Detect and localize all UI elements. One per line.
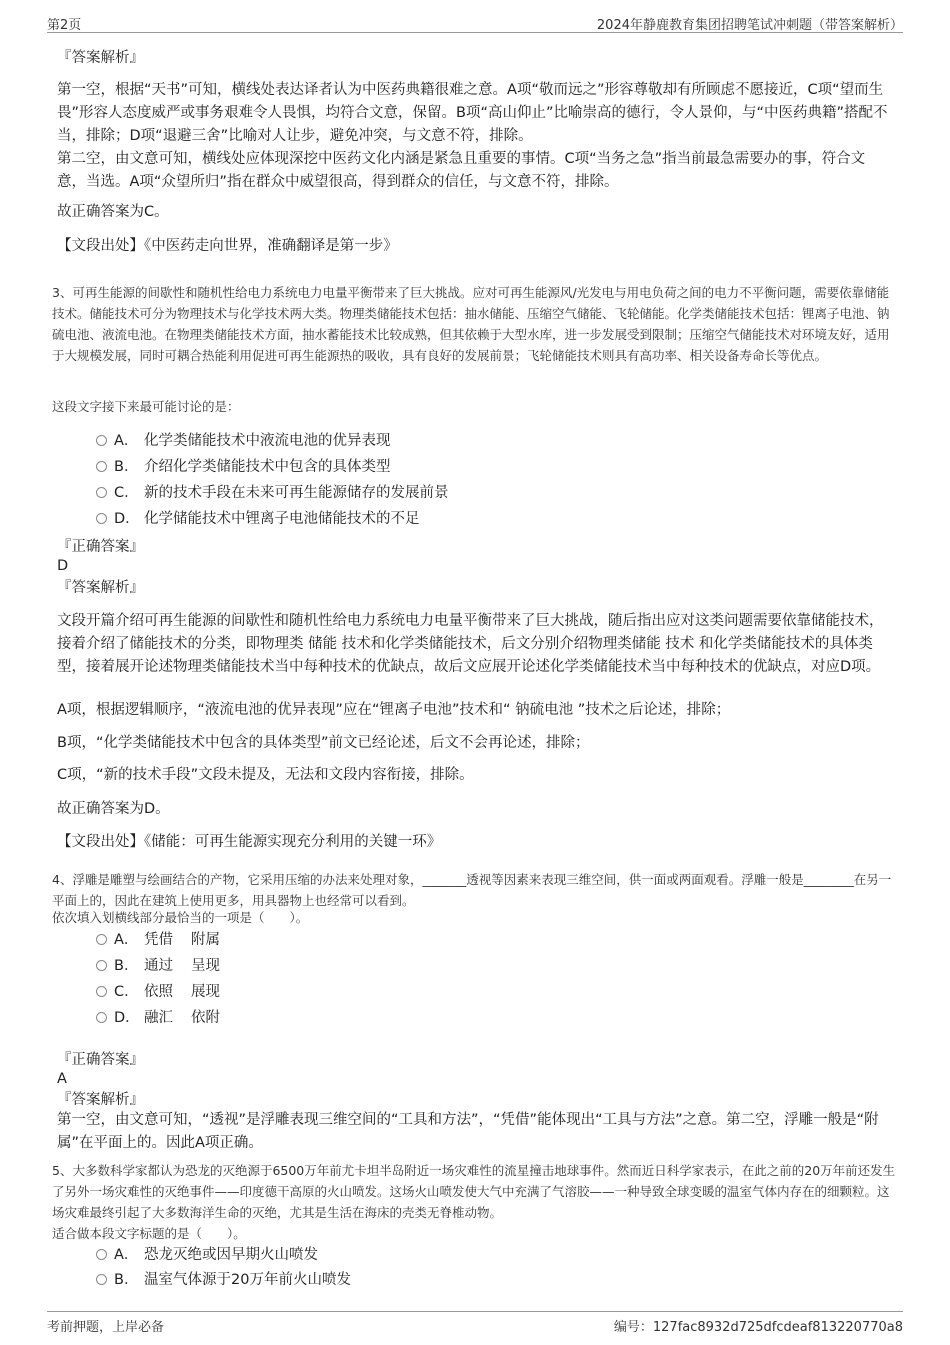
radio-icon[interactable]: [96, 1249, 107, 1260]
q4-answer: A: [57, 1071, 67, 1087]
q3-analysis-1: 文段开篇介绍可再生能源的间歇性和随机性给电力系统电力电量平衡带来了巨大挑战，随后指出应对这类问题需要依靠储能技术，接着介绍了储能技术的分类，即物理类 储能 技术和化学类储能技术，后文分别介绍物理类储能 技术 和化学类储能技术的具体类型，接着展开论述物理类储能技术当中每种技术的优缺点，故后文应展开论述化学类储能技术当中每种技术的优缺点，对应D项。: [57, 613, 884, 675]
q5-option-b[interactable]: B． 温室气体源于20万年前火山喷发: [96, 1269, 351, 1291]
radio-icon[interactable]: [96, 1012, 107, 1023]
radio-icon[interactable]: [96, 1274, 107, 1285]
radio-icon[interactable]: [96, 435, 107, 446]
q3-option-d[interactable]: D． 化学储能技术中锂离子电池储能技术的不足: [96, 508, 420, 530]
q3-question: 这段文字接下来最可能讨论的是：: [52, 399, 240, 414]
q3-stem: 3、可再生能源的间歇性和随机性给电力系统电力电量平衡带来了巨大挑战。应对可再生能源风/光发电与用电负荷之间的电力不平衡问题，需要依靠储能技术。储能技术可分为物理技术与化学技术两大类。物理类储能技术包括：抽水储能、压缩空气储能、飞轮储能。化学类储能技术包括：锂离子电池、钠硫电池、液流电池。在物理类储能技术方面，抽水蓄能技术比较成熟，但其依赖于大型水库，进一步发展受到限制；压缩空气储能技术对环境友好，适用于大规模发展，同时可耦合热能利用促进可再生能源热的吸收，具有良好的发展前景；飞轮储能技术则具有高功率、相关设备寿命长等优点。: [52, 285, 890, 363]
q4-analysis: 第一空，由文意可知，“透视”是浮雕表现三维空间的“工具和方法”，“凭借”能体现出“工具与方法”之意。第二空，浮雕一般是“附属”在平面上的。因此A项正确。: [57, 1112, 879, 1151]
radio-icon[interactable]: [96, 513, 107, 524]
document-code: 编号：127fac8932d725dfcdeaf813220770a8: [613, 1320, 903, 1335]
q3-correct-label: 『正确答案』: [57, 539, 144, 555]
document-title: 2024年静鹿教育集团招聘笔试冲刺题（带答案解析）: [596, 18, 903, 33]
footer-slogan: 考前押题，上岸必备: [47, 1320, 165, 1335]
q3-source: 【文段出处】《储能：可再生能源实现充分利用的关键一环》: [57, 834, 442, 850]
radio-icon[interactable]: [96, 960, 107, 971]
prev-analysis-para2: 第二空，由文意可知，横线处应体现深挖中医药文化内涵是紧急且重要的事情。C项“当务之急”指当前最急需要办的事，符合文意，当选。A项“众望所归”指在群众中威望很高，得到群众的信任，与文意不符，排除。: [57, 151, 866, 190]
q5-stem: 5、大多数科学家都认为恐龙的灭绝源于6500万年前尤卡坦半岛附近一场灾难性的流星撞击地球事件。然而近日科学家表示，在此之前的20万年前还发生了另外一场灾难性的灭绝事件——印度德干高原的火山喷发。这场火山喷发使大气中充满了气溶胶——一种导致全球变暖的温室气体内存在的细颗粒。这场灾难最终引起了大多数海洋生命的灭绝，尤其是生活在海床的壳类无脊椎动物。: [52, 1163, 896, 1220]
q4-option-b[interactable]: B． 通过 呈现: [96, 955, 220, 977]
q4-option-d[interactable]: D． 融汇 依附: [96, 1007, 220, 1029]
page-header: [47, 12, 903, 33]
q3-answer: D: [57, 558, 69, 574]
q4-analysis-label: 『答案解析』: [57, 1092, 144, 1108]
prev-analysis-para1: 第一空，根据“天书”可知，横线处表达译者认为中医药典籍很难之意。A项“敬而远之”形容尊敬却有所顾虑不愿接近，C项“望而生畏”形容人态度威严或事务艰难令人畏惧，均符合文意，保留。B项“高山仰止”比喻崇高的德行，令人景仰，与“中医药典籍”搭配不当，排除；D项“退避三舍”比喻对人让步，避免冲突，与文意不符，排除。: [57, 82, 888, 144]
prev-analysis-label: 『答案解析』: [57, 50, 144, 66]
q3-option-c[interactable]: C． 新的技术手段在未来可再生能源储存的发展前景: [96, 482, 449, 504]
q3-option-a[interactable]: A． 化学类储能技术中液流电池的优异表现: [96, 430, 391, 452]
q4-question: 依次填入划横线部分最恰当的一项是（ ）。: [52, 910, 309, 925]
radio-icon[interactable]: [96, 487, 107, 498]
q3-analysis-4: C项，“新的技术手段”文段未提及，无法和文段内容衔接，排除。: [57, 767, 474, 783]
page-number: 第2页: [47, 18, 82, 33]
q3-analysis-2: A项，根据逻辑顺序，“液流电池的优异表现”应在“锂离子电池”技术和“ 钠硫电池 ”技术之后论述，排除；: [57, 702, 731, 718]
q4-option-a[interactable]: A． 凭借 附属: [96, 929, 220, 951]
q3-conclusion: 故正确答案为D。: [57, 801, 170, 817]
q5-option-a[interactable]: A． 恐龙灭绝或因早期火山喷发: [96, 1244, 318, 1266]
radio-icon[interactable]: [96, 986, 107, 997]
radio-icon[interactable]: [96, 461, 107, 472]
prev-conclusion: 故正确答案为C。: [57, 204, 169, 220]
q5-question: 适合做本段文字标题的是（ ）。: [52, 1226, 246, 1241]
page-footer: [47, 1311, 903, 1336]
prev-source: 【文段出处】《中医药走向世界，准确翻译是第一步》: [57, 238, 398, 254]
q3-option-b[interactable]: B． 介绍化学类储能技术中包含的具体类型: [96, 456, 391, 478]
q3-analysis-label: 『答案解析』: [57, 580, 144, 596]
q3-analysis-3: B项，“化学类储能技术中包含的具体类型”前文已经论述，后文不会再论述，排除；: [57, 735, 590, 751]
q4-correct-label: 『正确答案』: [57, 1052, 144, 1068]
q4-stem: 4、浮雕是雕塑与绘画结合的产物，它采用压缩的办法来处理对象，_______透视等因素来表现三维空间，供一面或两面观看。浮雕一般是________在另一平面上的，因此在建筑上使用更多，用具器物上也经常可以看到。: [52, 872, 892, 908]
radio-icon[interactable]: [96, 934, 107, 945]
q4-option-c[interactable]: C． 依照 展现: [96, 981, 220, 1003]
